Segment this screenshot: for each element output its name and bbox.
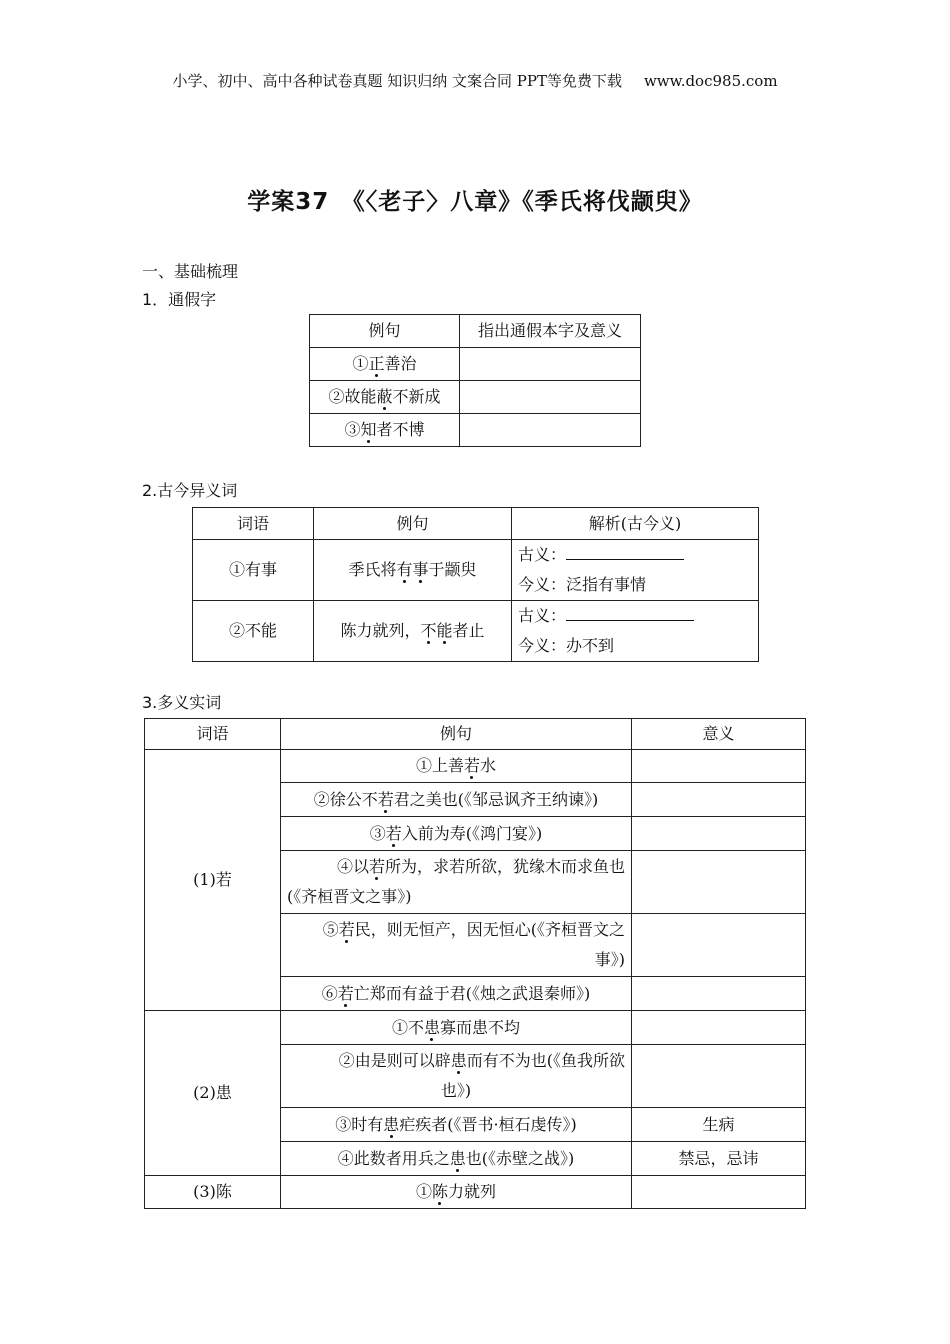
header-url[interactable]: www.doc985.com [643, 72, 778, 90]
example-cell: ④此数者用兵之患也(《赤壁之战》) [281, 1142, 632, 1176]
meaning-cell[interactable]: 生病 [632, 1108, 806, 1142]
example-cell: 陈力就列，不能者止 [314, 601, 512, 662]
meaning-cell[interactable] [632, 750, 806, 783]
table-row [310, 414, 641, 447]
example-cell: ①上善若水 [281, 750, 632, 783]
table-header: 指出通假本字及意义 [460, 315, 641, 348]
answer-cell[interactable] [460, 381, 641, 414]
meaning-cell[interactable]: 禁忌，忌讳 [632, 1142, 806, 1176]
page-header [0, 70, 950, 91]
example-cell: ④以若所为，求若所欲，犹缘木而求鱼也 (《齐桓晋文之事》) [281, 851, 632, 914]
meaning-cell[interactable] [632, 1176, 806, 1209]
example-cell: ①陈力就列 [281, 1176, 632, 1209]
table-gujin [192, 507, 759, 662]
example-cell: ②徐公不若君之美也(《邹忌讽齐王纳谏》) [281, 783, 632, 817]
table-header: 例句 [310, 315, 460, 348]
table-header: 词语 [193, 508, 314, 540]
table-row [193, 601, 759, 662]
table-row [310, 348, 641, 381]
answer-blank[interactable] [566, 545, 684, 560]
section-heading: 一、基础梳理 [142, 262, 239, 281]
word-cell: (3)陈 [145, 1176, 281, 1209]
table-duoyi [144, 718, 806, 1209]
example-cell: ③若入前为寿(《鸿门宴》) [281, 817, 632, 851]
table-header: 例句 [281, 719, 632, 750]
analysis-cell: 古义： 今义：办不到 [512, 601, 759, 662]
table-row [145, 1011, 806, 1045]
table-tongjiazi [309, 314, 641, 447]
table-row [310, 381, 641, 414]
table-row [145, 750, 806, 783]
page-title: 学案37 《〈老子〉八章》《季氏将伐颛臾》 [247, 189, 703, 215]
subsection-tongjiazi: 1．通假字 [142, 290, 217, 309]
example-cell: ②故能蔽不新成 [310, 381, 460, 414]
word-cell: (2)患 [145, 1011, 281, 1176]
meaning-cell[interactable] [632, 817, 806, 851]
table-row [145, 1176, 806, 1209]
word-cell: (1)若 [145, 750, 281, 1011]
table-header: 意义 [632, 719, 806, 750]
answer-blank[interactable] [566, 606, 694, 621]
answer-cell[interactable] [460, 348, 641, 381]
subsection-duoyi: 3.多义实词 [142, 693, 222, 712]
example-cell: ⑥若亡郑而有益于君(《烛之武退秦师》) [281, 977, 632, 1011]
meaning-cell[interactable] [632, 783, 806, 817]
header-text: 小学、初中、高中各种试卷真题 知识归纳 文案合同 PPT等免费下载 [172, 72, 622, 90]
table-header: 词语 [145, 719, 281, 750]
example-cell: ③时有患疟疾者(《晋书·桓石虔传》) [281, 1108, 632, 1142]
meaning-cell[interactable] [632, 851, 806, 914]
table-row [193, 540, 759, 601]
example-cell: ①不患寡而患不均 [281, 1011, 632, 1045]
word-cell: ②不能 [193, 601, 314, 662]
example-cell: 季氏将有事于颛臾 [314, 540, 512, 601]
table-header: 例句 [314, 508, 512, 540]
meaning-cell[interactable] [632, 914, 806, 977]
example-cell: ⑤若民，则无恒产，因无恒心(《齐桓晋文之 事》) [281, 914, 632, 977]
analysis-cell: 古义： 今义：泛指有事情 [512, 540, 759, 601]
subsection-gujin: 2.古今异义词 [142, 481, 238, 500]
meaning-cell[interactable] [632, 977, 806, 1011]
word-cell: ①有事 [193, 540, 314, 601]
example-cell: ②由是则可以辟患而有不为也(《鱼我所欲 也》) [281, 1045, 632, 1108]
meaning-cell[interactable] [632, 1011, 806, 1045]
example-cell: ①正善治 [310, 348, 460, 381]
table-header: 解析(古今义) [512, 508, 759, 540]
meaning-cell[interactable] [632, 1045, 806, 1108]
example-cell: ③知者不博 [310, 414, 460, 447]
answer-cell[interactable] [460, 414, 641, 447]
